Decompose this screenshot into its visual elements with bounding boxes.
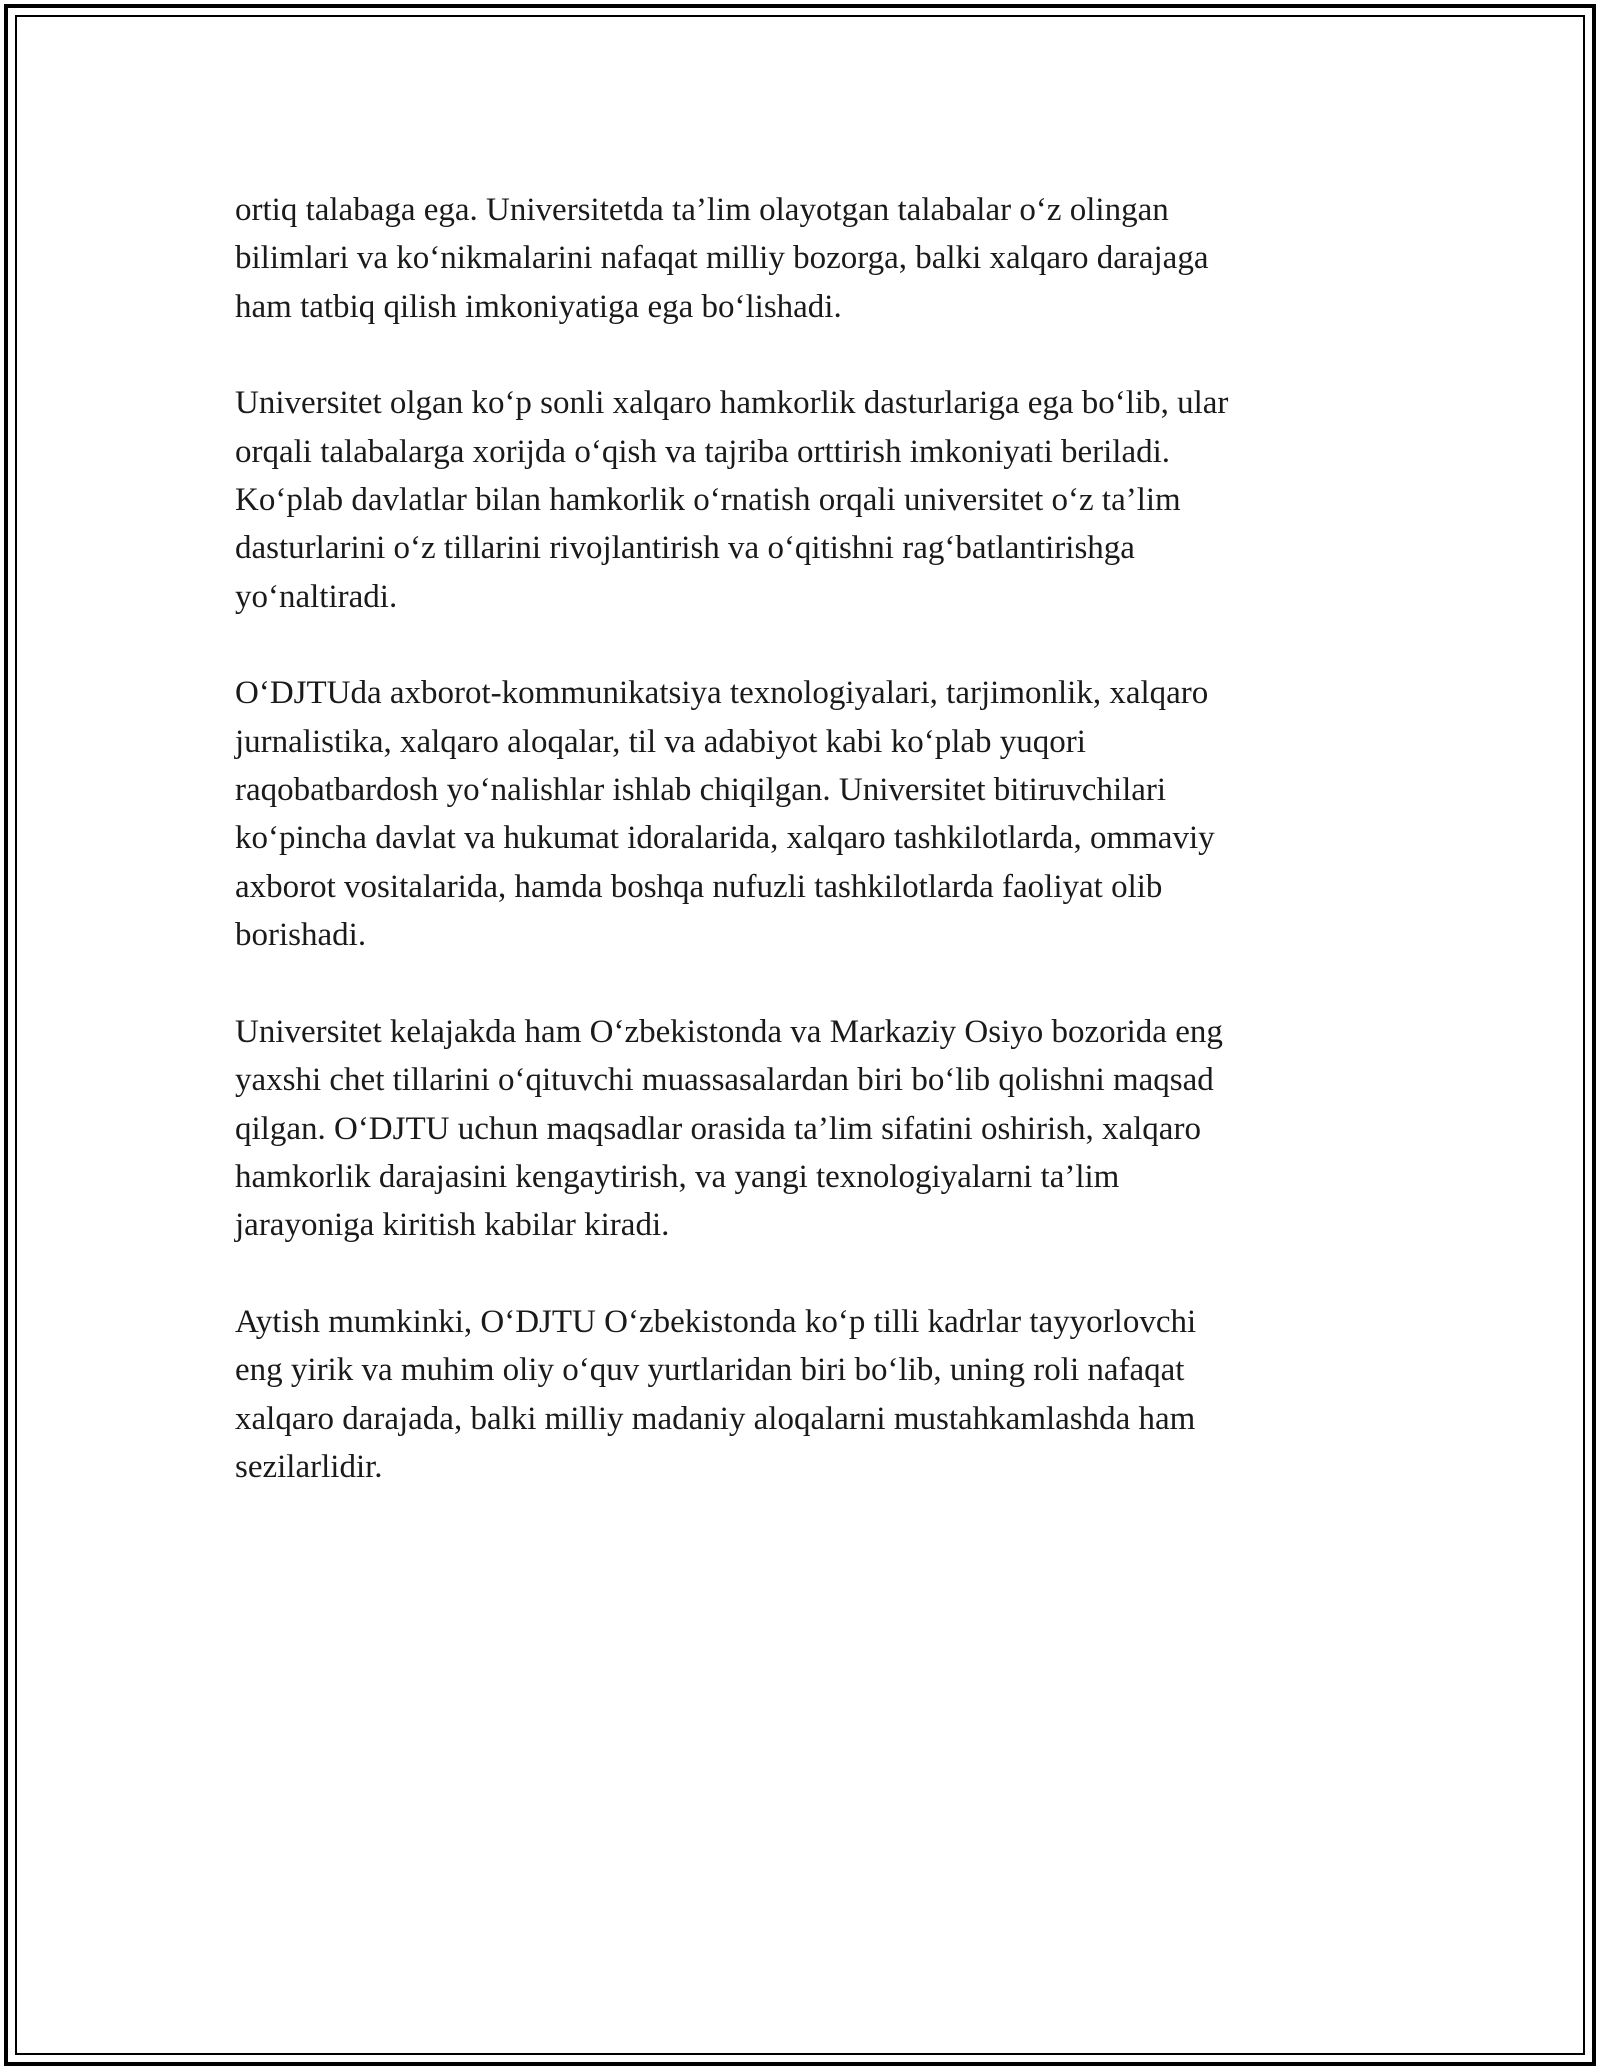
text-line: yaxshi chet tillarini o‘qituvchi muassasalardan biri bo‘lib qolishni maqsad — [235, 1062, 1214, 1099]
text-line: dasturlarini o‘z tillarini rivojlantirish va o‘qitishni rag‘batlantirishga — [235, 530, 1135, 567]
text-line: Aytish mumkinki, O‘DJTU O‘zbekistonda ko‘p tilli kadrlar tayyorlovchi — [235, 1303, 1197, 1340]
text-line: bilimlari va ko‘nikmalarini nafaqat milliy bozorga, balki xalqaro darajaga — [235, 240, 1209, 277]
text-line: xalqaro darajada, balki milliy madaniy aloqalarni mustahkamlashda ham — [235, 1400, 1196, 1437]
text-line: sezilarlidir. — [235, 1448, 383, 1485]
text-line: qilgan. O‘DJTU uchun maqsadlar orasida ta’lim sifatini oshirish, xalqaro — [235, 1110, 1201, 1147]
text-line: ortiq talabaga ega. Universitetda ta’lim olayotgan talabalar o‘z olingan — [235, 192, 1169, 228]
text-line: jurnalistika, xalqaro aloqalar, til va adabiyot kabi ko‘plab yuqori — [235, 723, 1086, 760]
text-line: Universitet kelajakda ham O‘zbekistonda va Markaziy Osiyo bozorida eng — [235, 1013, 1223, 1050]
text-line: Universitet olgan ko‘p sonli xalqaro hamkorlik dasturlariga ega bo‘lib, ular — [235, 385, 1229, 422]
text-line: hamkorlik darajasini kengaytirish, va yangi texnologiyalarni ta’lim — [235, 1158, 1120, 1195]
text-line: yo‘naltiradi. — [235, 578, 398, 615]
text-line: Ko‘plab davlatlar bilan hamkorlik o‘rnatish orqali universitet o‘z ta’lim — [235, 482, 1181, 519]
text-line: eng yirik va muhim oliy o‘quv yurtlaridan biri bo‘lib, uning roli nafaqat — [235, 1352, 1185, 1389]
document-body — [235, 186, 1365, 1539]
text-line: ko‘pincha davlat va hukumat idoralarida, xalqaro tashkilotlarda, ommaviy — [235, 820, 1215, 857]
paragraph-4 — [235, 1008, 1365, 1250]
text-line: ham tatbiq qilish imkoniyatiga ega bo‘lishadi. — [235, 288, 842, 325]
paragraph-1 — [235, 186, 1365, 331]
paragraph-3 — [235, 669, 1365, 959]
text-line: axborot vositalarida, hamda boshqa nufuzli tashkilotlarda faoliyat olib — [235, 868, 1163, 905]
paragraph-2 — [235, 379, 1365, 621]
paragraph-5 — [235, 1298, 1365, 1492]
text-line: O‘DJTUda axborot-kommunikatsiya texnologiyalari, tarjimonlik, xalqaro — [235, 675, 1209, 712]
text-line: jarayoniga kiritish kabilar kiradi. — [235, 1207, 670, 1244]
text-line: raqobatbardosh yo‘nalishlar ishlab chiqilgan. Universitet bitiruvchilari — [235, 772, 1167, 809]
text-line: borishadi. — [235, 917, 367, 954]
text-line: orqali talabalarga xorijda o‘qish va tajriba orttirish imkoniyati beriladi. — [235, 433, 1171, 470]
